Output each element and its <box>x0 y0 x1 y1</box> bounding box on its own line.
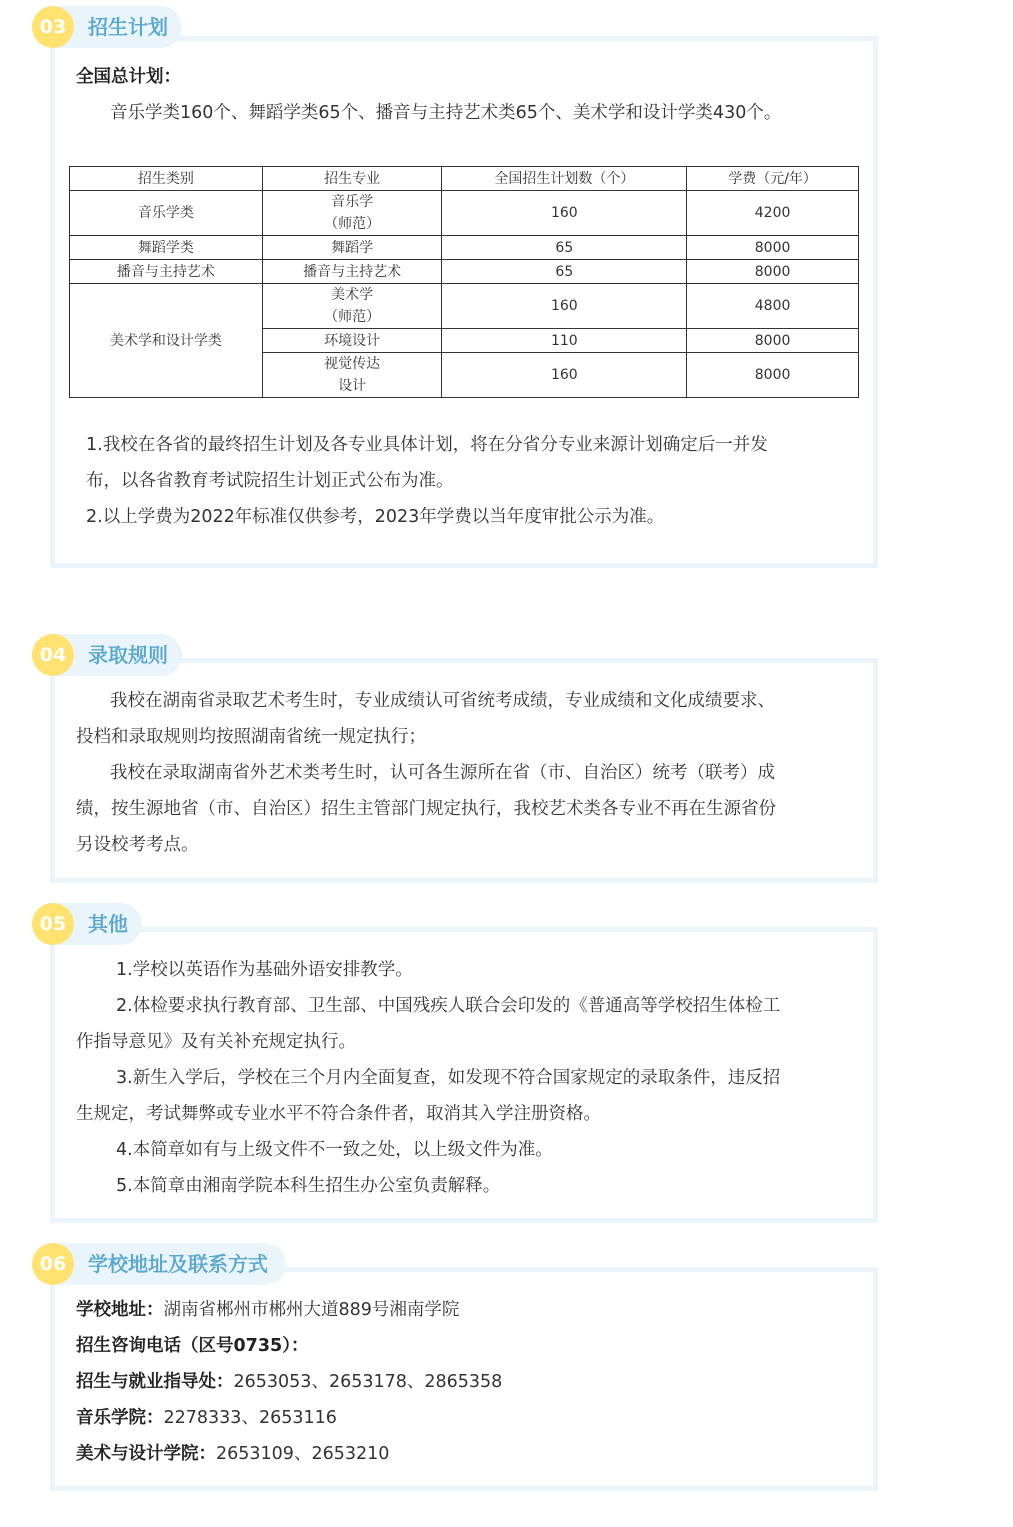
art-college-phones: 2653109、2653210 <box>216 1444 390 1464</box>
table-cell-major: 舞蹈学 <box>262 236 442 260</box>
table-cell-category: 美术学和设计学类 <box>70 284 263 398</box>
art-college-line <box>76 1442 389 1466</box>
section-05-header <box>32 903 142 945</box>
art-college-label: 美术与设计学院： <box>76 1444 216 1464</box>
section-number-badge: 04 <box>32 634 74 676</box>
admission-rule-p2-line-3: 另设校考考点。 <box>76 835 199 855</box>
section-number-badge: 05 <box>32 903 74 945</box>
table-cell-fee: 8000 <box>687 329 859 353</box>
enrollment-plan-table <box>69 166 859 398</box>
section-title: 招生计划 <box>88 15 168 39</box>
table-header-cell: 招生类别 <box>70 167 263 191</box>
address-line <box>76 1298 459 1322</box>
section-03-header <box>32 6 182 48</box>
address-value: 湖南省郴州市郴州大道889号湘南学院 <box>163 1300 460 1320</box>
table-row <box>70 260 859 284</box>
other-item-1: 1.学校以英语作为基础外语安排教学。 <box>116 960 413 980</box>
music-college-line <box>76 1406 337 1430</box>
office-phones: 2653053、2653178、2865358 <box>233 1372 503 1392</box>
table-cell-category: 播音与主持艺术 <box>70 260 263 284</box>
hotline-label: 招生咨询电话（区号0735）： <box>76 1336 309 1356</box>
music-college-label: 音乐学院： <box>76 1408 164 1428</box>
admission-rule-p2-line-2: 绩，按生源地省（市、自治区）招生主管部门规定执行，我校艺术类各专业不再在生源省份 <box>76 799 776 819</box>
admission-rule-p2-line-1: 我校在录取湖南省外艺术类考生时，认可各生源所在省（市、自治区）统考（联考）成 <box>110 763 775 783</box>
table-cell-fee: 8000 <box>687 353 859 398</box>
section-title: 录取规则 <box>88 643 168 667</box>
major-line: （师范） <box>324 309 381 325</box>
section-number-badge: 03 <box>32 6 74 48</box>
address-label: 学校地址： <box>76 1300 164 1320</box>
table-cell-plan: 65 <box>442 236 687 260</box>
admission-rule-p1-line-1: 我校在湖南省录取艺术考生时，专业成绩认可省统考成绩，专业成绩和文化成绩要求、 <box>110 691 775 711</box>
other-item-2-line-1: 2.体检要求执行教育部、卫生部、中国残疾人联合会印发的《普通高等学校招生体检工 <box>116 996 781 1016</box>
table-cell-fee: 4800 <box>687 284 859 329</box>
other-item-5: 5.本简章由湘南学院本科生招生办公室负责解释。 <box>116 1176 501 1196</box>
table-row <box>70 236 859 260</box>
section-04-header <box>32 634 182 676</box>
other-item-4: 4.本简章如有与上级文件不一致之处，以上级文件为准。 <box>116 1140 553 1160</box>
table-cell-major: 播音与主持艺术 <box>262 260 442 284</box>
section-title: 学校地址及联系方式 <box>88 1252 268 1276</box>
table-header-cell: 招生专业 <box>262 167 442 191</box>
table-header-row <box>70 167 859 191</box>
office-line <box>76 1370 502 1394</box>
note-2: 2.以上学费为2022年标准仅供参考，2023年学费以当年度审批公示为准。 <box>86 507 665 527</box>
national-plan-label: 全国总计划： <box>76 67 181 87</box>
table-cell-category: 舞蹈学类 <box>70 236 263 260</box>
table-cell-fee: 8000 <box>687 236 859 260</box>
other-item-3-line-1: 3.新生入学后，学校在三个月内全面复查，如发现不符合国家规定的录取条件，违反招 <box>116 1068 781 1088</box>
table-cell-plan: 160 <box>442 191 687 236</box>
table-row <box>70 191 859 236</box>
note-1-line-1: 1.我校在各省的最终招生计划及各专业具体计划，将在分省分专业来源计划确定后一并发 <box>86 435 768 455</box>
table-cell-plan: 160 <box>442 284 687 329</box>
section-number-badge: 06 <box>32 1243 74 1285</box>
section-06-header <box>32 1243 286 1285</box>
major-line: 美术学 <box>331 287 374 303</box>
table-header-cell: 全国招生计划数（个） <box>442 167 687 191</box>
table-cell-major <box>262 191 442 236</box>
major-line: 视觉传达 <box>324 356 381 372</box>
other-item-3-line-2: 生规定，考试舞弊或专业水平不符合条件者，取消其入学注册资格。 <box>76 1104 601 1124</box>
major-line: 设计 <box>338 378 367 394</box>
table-cell-category: 音乐学类 <box>70 191 263 236</box>
note-1-line-2: 布，以各省教育考试院招生计划正式公布为准。 <box>86 471 454 491</box>
table-cell-major <box>262 353 442 398</box>
table-cell-fee: 4200 <box>687 191 859 236</box>
table-cell-plan: 65 <box>442 260 687 284</box>
office-label: 招生与就业指导处： <box>76 1372 234 1392</box>
national-plan-text: 音乐学类160个、舞蹈学类65个、播音与主持艺术类65个、美术学和设计学类430个。 <box>110 103 782 123</box>
music-college-phones: 2278333、2653116 <box>163 1408 337 1428</box>
table-cell-plan: 160 <box>442 353 687 398</box>
table-cell-major <box>262 284 442 329</box>
major-line: 音乐学 <box>331 194 374 210</box>
table-cell-major: 环境设计 <box>262 329 442 353</box>
table-header-cell: 学费（元/年） <box>687 167 859 191</box>
table-cell-fee: 8000 <box>687 260 859 284</box>
table-row <box>70 284 859 329</box>
section-title: 其他 <box>88 912 128 936</box>
major-line: （师范） <box>324 216 381 232</box>
other-item-2-line-2: 作指导意见》及有关补充规定执行。 <box>76 1032 356 1052</box>
admission-rule-p1-line-2: 投档和录取规则均按照湖南省统一规定执行； <box>76 727 426 747</box>
table-cell-plan: 110 <box>442 329 687 353</box>
